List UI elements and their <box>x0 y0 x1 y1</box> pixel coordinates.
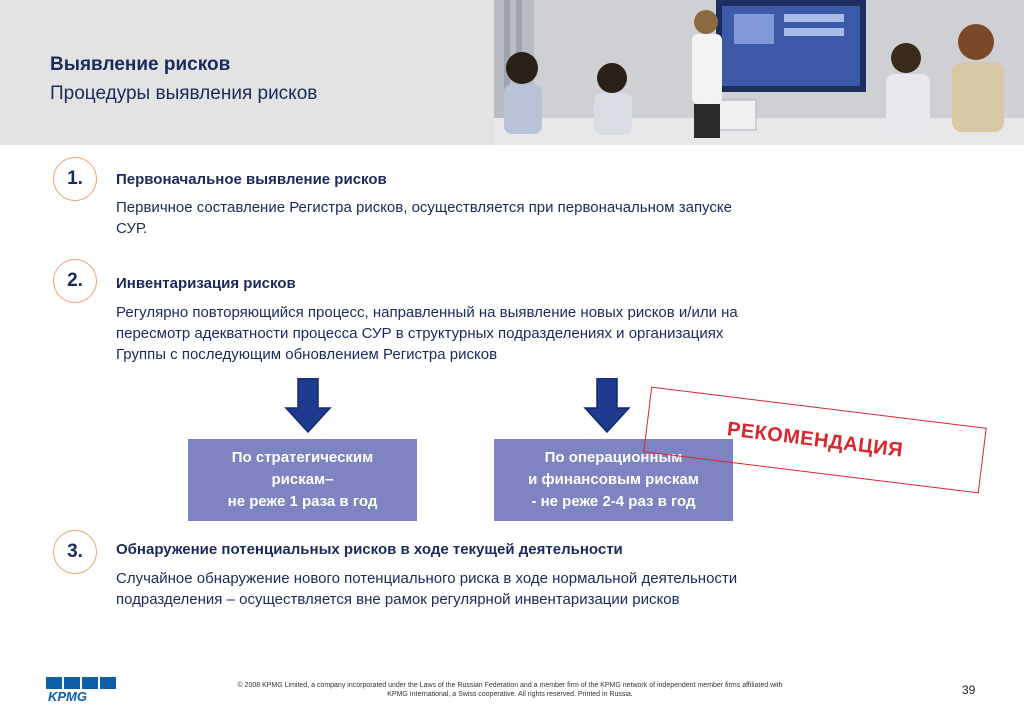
strategic-risks-box <box>188 439 417 521</box>
step-number-2: 2. <box>53 259 97 303</box>
step-2-text <box>116 302 896 365</box>
page-title: Выявление рисков <box>50 54 231 75</box>
header-banner <box>0 0 1024 145</box>
step-3-line: Случайное обнаружение нового потенциального риска в ходе нормальной деятельности <box>116 570 738 587</box>
legal-line: KPMG International, a Swiss cooperative. All rights reserved. Printed in Russia. <box>387 691 633 698</box>
step-2-heading: Инвентаризация рисков <box>116 275 296 292</box>
box-line: По стратегическим <box>231 449 374 466</box>
step-1-line: Первичное составление Регистра рисков, осуществляется при первоначальном запуске <box>116 199 732 216</box>
step-3-heading: Обнаружение потенциальных рисков в ходе текущей деятельности <box>116 541 623 558</box>
box-line: не реже 1 раза в год <box>227 493 378 510</box>
legal-line: © 2008 KPMG Limited, a company incorporated under the Laws of the Russian Federation and a member firm of the KPMG network of independent member firms affiliated with <box>237 682 783 689</box>
step-1-heading: Первоначальное выявление рисков <box>116 171 387 188</box>
step-1-line: СУР. <box>116 220 148 237</box>
page-number: 39 <box>962 683 976 697</box>
step-number-3: 3. <box>53 530 97 574</box>
step-1-text <box>116 197 896 239</box>
box-line: рискам– <box>271 471 334 488</box>
step-number-1: 1. <box>53 157 97 201</box>
down-arrow-icon <box>284 378 332 434</box>
step-2-line: пересмотр адекватности процесса СУР в структурных подразделениях и организациях <box>116 325 724 342</box>
step-3-line: подразделения – осуществляется вне рамок регулярной инвентаризации рисков <box>116 591 680 608</box>
box-line: и финансовым рискам <box>528 471 699 488</box>
step-3-text <box>116 568 896 610</box>
box-line: По операционным <box>544 449 683 466</box>
step-2-line: Группы с последующим обновлением Регистра рисков <box>116 346 498 363</box>
box-line: - не реже 2-4 раз в год <box>531 493 696 510</box>
stamp-label: РЕКОМЕНДАЦИЯ <box>725 417 905 462</box>
legal-notice <box>190 681 830 699</box>
down-arrow-icon <box>583 378 631 434</box>
kpmg-logo-text: KPMG <box>48 689 87 703</box>
kpmg-logo <box>46 677 116 703</box>
meeting-photo-illustration <box>494 0 1024 145</box>
step-2-line: Регулярно повторяющийся процесс, направленный на выявление новых рисков и/или на <box>116 304 738 321</box>
page-subtitle: Процедуры выявления рисков <box>50 83 318 104</box>
meeting-photo <box>494 0 1024 145</box>
